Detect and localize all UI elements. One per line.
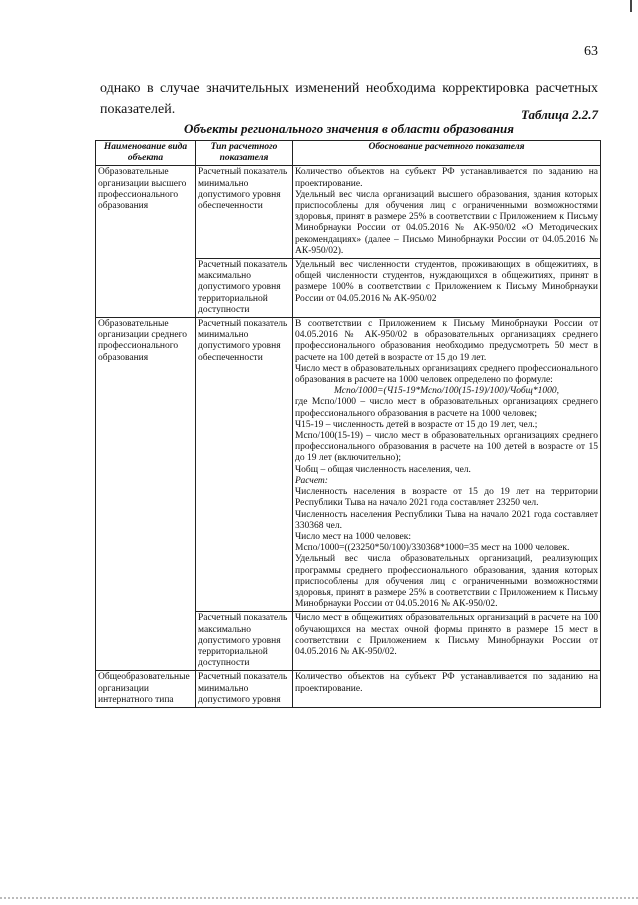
object-name-cell: Образовательные организации высшего профессионального образования xyxy=(96,166,196,318)
page-number: 63 xyxy=(584,44,598,59)
indicator-type-cell: Расчетный показатель максимально допустимого уровня территориальной доступности xyxy=(196,612,293,671)
regional-education-objects-table xyxy=(95,140,601,708)
justification-cell xyxy=(293,259,601,318)
table-row xyxy=(96,671,601,708)
justification-text: Чобщ – общая численность населения, чел. xyxy=(295,464,471,475)
scan-bottom-edge xyxy=(0,894,638,899)
justification-cell xyxy=(293,612,601,671)
intro-paragraph: однако в случае значительных изменений необходима корректировка расчетных показателей. xyxy=(100,81,598,117)
calculation-result: Мспо/1000=((23250*50/100)/330368*1000=35 мест на 1000 человек. xyxy=(295,543,570,554)
justification-text: Число мест на 1000 человек: xyxy=(295,531,411,542)
indicator-type-cell: Расчетный показатель минимально допустимого уровня обеспеченности xyxy=(196,318,293,612)
indicator-type-cell: Расчетный показатель минимально допустимого уровня обеспеченности xyxy=(196,166,293,259)
indicator-type-cell: Расчетный показатель минимально допустимого уровня xyxy=(196,671,293,708)
justification-text: Число мест в образовательных организациях среднего профессионального образования в расчете на 1000 человек определено по формуле: xyxy=(295,363,598,386)
justification-text: Численность населения в возрасте от 15 до 19 лет на территории Республики Тыва на начало 2021 года составляет 23250 чел. xyxy=(295,487,598,509)
justification-cell xyxy=(293,318,601,612)
justification-text: Удельный вес числа образовательных организаций, реализующих программы среднего профессионального образования, здания которых приспособлены для обучения лиц с ограниченными возможностями здоровья, принят в размере 25% в соответствии с Приложением к Письму Минобрнауки России от 04.05.2016 № АК-950/02. xyxy=(295,554,598,610)
calculation-label: Расчет: xyxy=(295,475,328,486)
scan-edge-mark xyxy=(630,0,632,12)
formula: Мспо/1000=(Ч15-19*Мспо/100(15-19)/100)/Чобщ*1000, xyxy=(334,386,559,397)
header-justification: Обоснование расчетного показателя xyxy=(293,141,601,166)
justification-text: Количество объектов на субъект РФ устанавливается по заданию на проектирование. xyxy=(295,672,598,694)
justification-cell xyxy=(293,166,601,259)
table-header-row xyxy=(96,141,601,166)
justification-text: Мспо/100(15-19) – число мест в образовательных организациях среднего профессионального образования в расчете на 100 детей в возрасте от 15 до 19 лет (включительно); xyxy=(295,431,598,464)
justification-text: где Мспо/1000 – число мест в образовательных организациях среднего профессионального образования в расчете на 1000 человек; xyxy=(295,397,598,419)
indicator-type-cell: Расчетный показатель максимально допустимого уровня территориальной доступности xyxy=(196,259,293,318)
header-object-type: Наименование вида объекта xyxy=(96,141,196,166)
table-row xyxy=(96,318,601,612)
justification-text: Количество объектов на субъект РФ устанавливается по заданию на проектирование. xyxy=(295,167,598,189)
header-indicator-type: Тип расчетного показателя xyxy=(196,141,293,166)
table-row xyxy=(96,166,601,259)
justification-text: Удельный вес численности студентов, проживающих в общежитиях, в общей численности студентов, нуждающихся в общежитиях, принят в размере 100% в соответствии с Приложением к Письму Минобрнауки России от 04.05.2016 № АК-950/02 xyxy=(295,260,598,304)
justification-cell xyxy=(293,671,601,708)
justification-text: Число мест в общежитиях образовательных организаций в расчете на 100 обучающихся на местах очной формы принято в размере 15 мест в соответствии с Приложением к Письму Минобрнауки России от 04.05.2016 № АК-950/02. xyxy=(295,613,598,657)
table-label: Таблица 2.2.7 xyxy=(520,107,598,122)
justification-text: Удельный вес числа организаций высшего образования, здания которых приспособлены для обучения лиц с ограниченными возможностями здоровья, принят в размере 25% в соответствии с Приложением к Письму Минобрнауки России от 04.05.2016 № АК-950/02 «О Методических рекомендациях» (далее – Письмо Минобрнауки России от 04.05.2016 № АК-950/02). xyxy=(295,189,598,256)
justification-text: В соответствии с Приложением к Письму Минобрнауки России от 04.05.2016 № АК-950/02 в образовательных организациях среднего профессионального образования необходимо предусмотреть 50 мест в расчете на 100 детей в возрасте от 15 до 19 лет. xyxy=(295,319,598,363)
table-title: Объекты регионального значения в области образования xyxy=(184,121,514,136)
object-name-cell: Образовательные организации среднего профессионального образования xyxy=(96,318,196,671)
justification-text: Ч15-19 – численность детей в возрасте от 15 до 19 лет, чел.; xyxy=(295,419,538,430)
justification-text: Численность населения Республики Тыва на начало 2021 года составляет 330368 чел. xyxy=(295,509,598,531)
object-name-cell: Общеобразовательные организации интернатного типа xyxy=(96,671,196,708)
